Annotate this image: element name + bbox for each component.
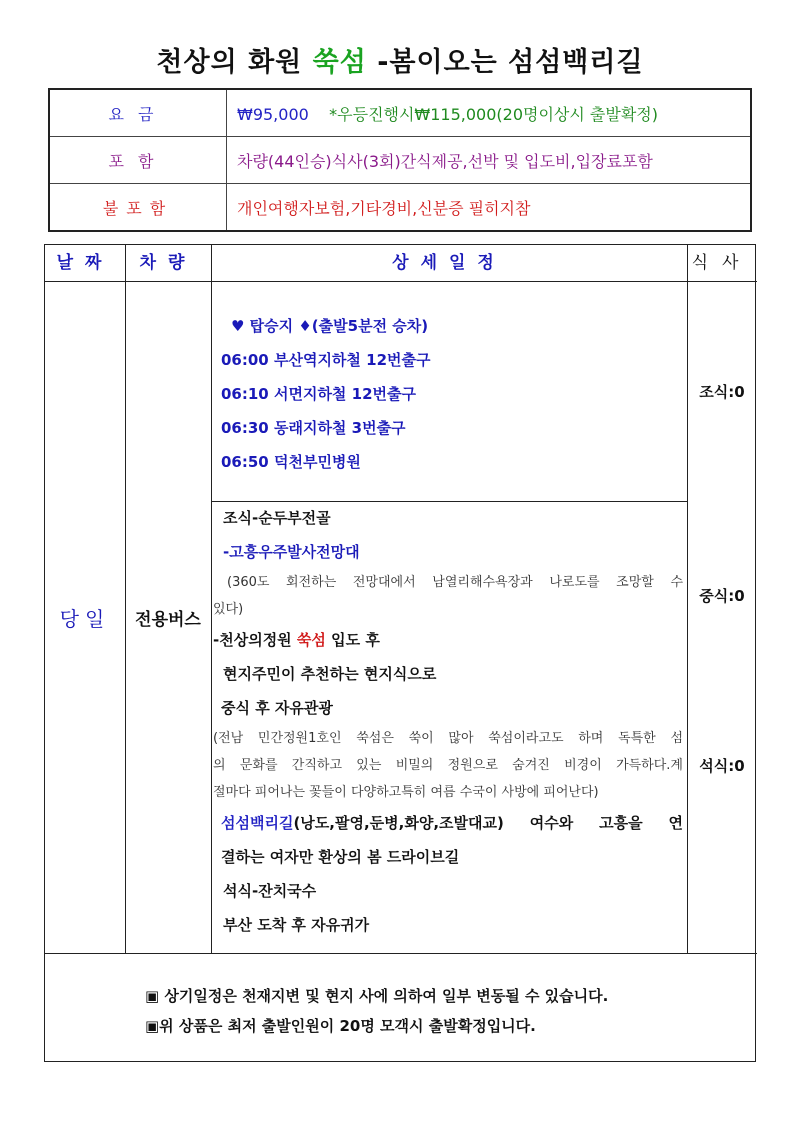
lunch-item: 중식 후 자유관광	[221, 699, 333, 717]
fee-label: 요금	[49, 89, 227, 137]
header-vehicle: 차량	[139, 253, 197, 273]
fee-value	[227, 89, 752, 137]
spot2-highlight: 쑥섬	[296, 631, 326, 649]
excluded-value: 개인여행자보험,기타경비,신분증 필히지참	[227, 184, 752, 232]
itinerary-section	[211, 501, 687, 942]
drive-route	[213, 806, 683, 840]
spot2-text: -천상의정원	[213, 631, 297, 649]
meal-breakfast: 조식:0	[699, 383, 745, 401]
vehicle-cell: 전용버스	[135, 609, 201, 630]
note-item: ▣위 상품은 최저 출발인원이 20명 모객시 출발확정입니다.	[145, 1017, 536, 1035]
spot-space-observatory: -고흥우주발사전망대	[223, 543, 360, 561]
boarding-stop: 06:30 동래지하철 3번출구	[221, 419, 406, 437]
fee-row	[49, 89, 751, 137]
header-detail: 상세일정	[392, 253, 506, 273]
spot1-description: (360도 회전하는 전망대에서 남열리해수욕장과 나로도를 조망할 수	[227, 575, 683, 590]
title-text: 천상의 화원	[156, 47, 313, 78]
day-cell: 당일	[59, 606, 111, 631]
drive-route-cont: 결하는 여자만 환상의 봄 드라이브길	[221, 848, 460, 866]
dinner-item: 석식-잔치국수	[223, 882, 317, 900]
spot2-text-suffix: 입도 후	[325, 631, 380, 649]
included-row	[49, 137, 751, 184]
notes-section	[45, 953, 757, 1063]
boarding-stop: 06:50 덕천부민병원	[221, 453, 361, 471]
breakfast-item: 조식-순두부전골	[223, 509, 331, 527]
summary-table	[48, 88, 752, 232]
excluded-label: 불포함	[49, 184, 227, 232]
excluded-row	[49, 184, 751, 232]
spot1-description-cont: 있다)	[213, 602, 244, 617]
fee-price: ₩95,000	[237, 104, 309, 124]
drive-highlight: 섬섬백리길	[221, 814, 294, 832]
page-title	[0, 40, 800, 79]
boarding-heading: ♥ 탑승지 ♦(출발5분전 승차)	[231, 317, 429, 335]
schedule-table	[44, 244, 756, 1062]
lunch-info: 현지주민이 추천하는 현지식으로	[223, 665, 437, 683]
meal-lunch: 중식:0	[699, 587, 745, 605]
boarding-stop: 06:10 서면지하철 12번출구	[221, 385, 416, 403]
spot-ssukseom	[213, 623, 683, 657]
drive-text: (낭도,팔영,둔병,화양,조발대교) 여수와 고흥을 연	[293, 814, 683, 832]
spot2-description: 절마다 피어나는 꽃들이 다양하고특히 여름 수국이 사방에 피어난다)	[213, 785, 599, 800]
spot2-description: (전남 민간정원1호인 쑥섬은 쑥이 많아 쑥섬이라고도 하며 독특한 섬	[213, 731, 683, 746]
arrival-item: 부산 도착 후 자유귀가	[223, 916, 370, 934]
spot2-description: 의 문화를 간직하고 있는 비밀의 정원으로 숨겨진 비경이 가득하다.계	[213, 758, 683, 773]
header-meal: 식사	[691, 253, 753, 273]
boarding-section	[211, 309, 687, 479]
meal-dinner: 석식:0	[699, 757, 745, 775]
included-value: 차량(44인승)식사(3회)간식제공,선박 및 입도비,입장료포함	[227, 137, 752, 184]
note-item: ▣ 상기일정은 천재지변 및 현지 사에 의하여 일부 변동될 수 있습니다.	[145, 987, 609, 1005]
title-text-suffix: -봄이오는 섬섬백리길	[366, 47, 644, 78]
header-date: 날짜	[56, 253, 114, 273]
title-highlight: 쑥섬	[312, 47, 367, 78]
boarding-stop: 06:00 부산역지하철 12번출구	[221, 351, 431, 369]
fee-extra: *우등진행시₩115,000(20명이상시 출발확정)	[329, 104, 658, 124]
included-label: 포함	[49, 137, 227, 184]
